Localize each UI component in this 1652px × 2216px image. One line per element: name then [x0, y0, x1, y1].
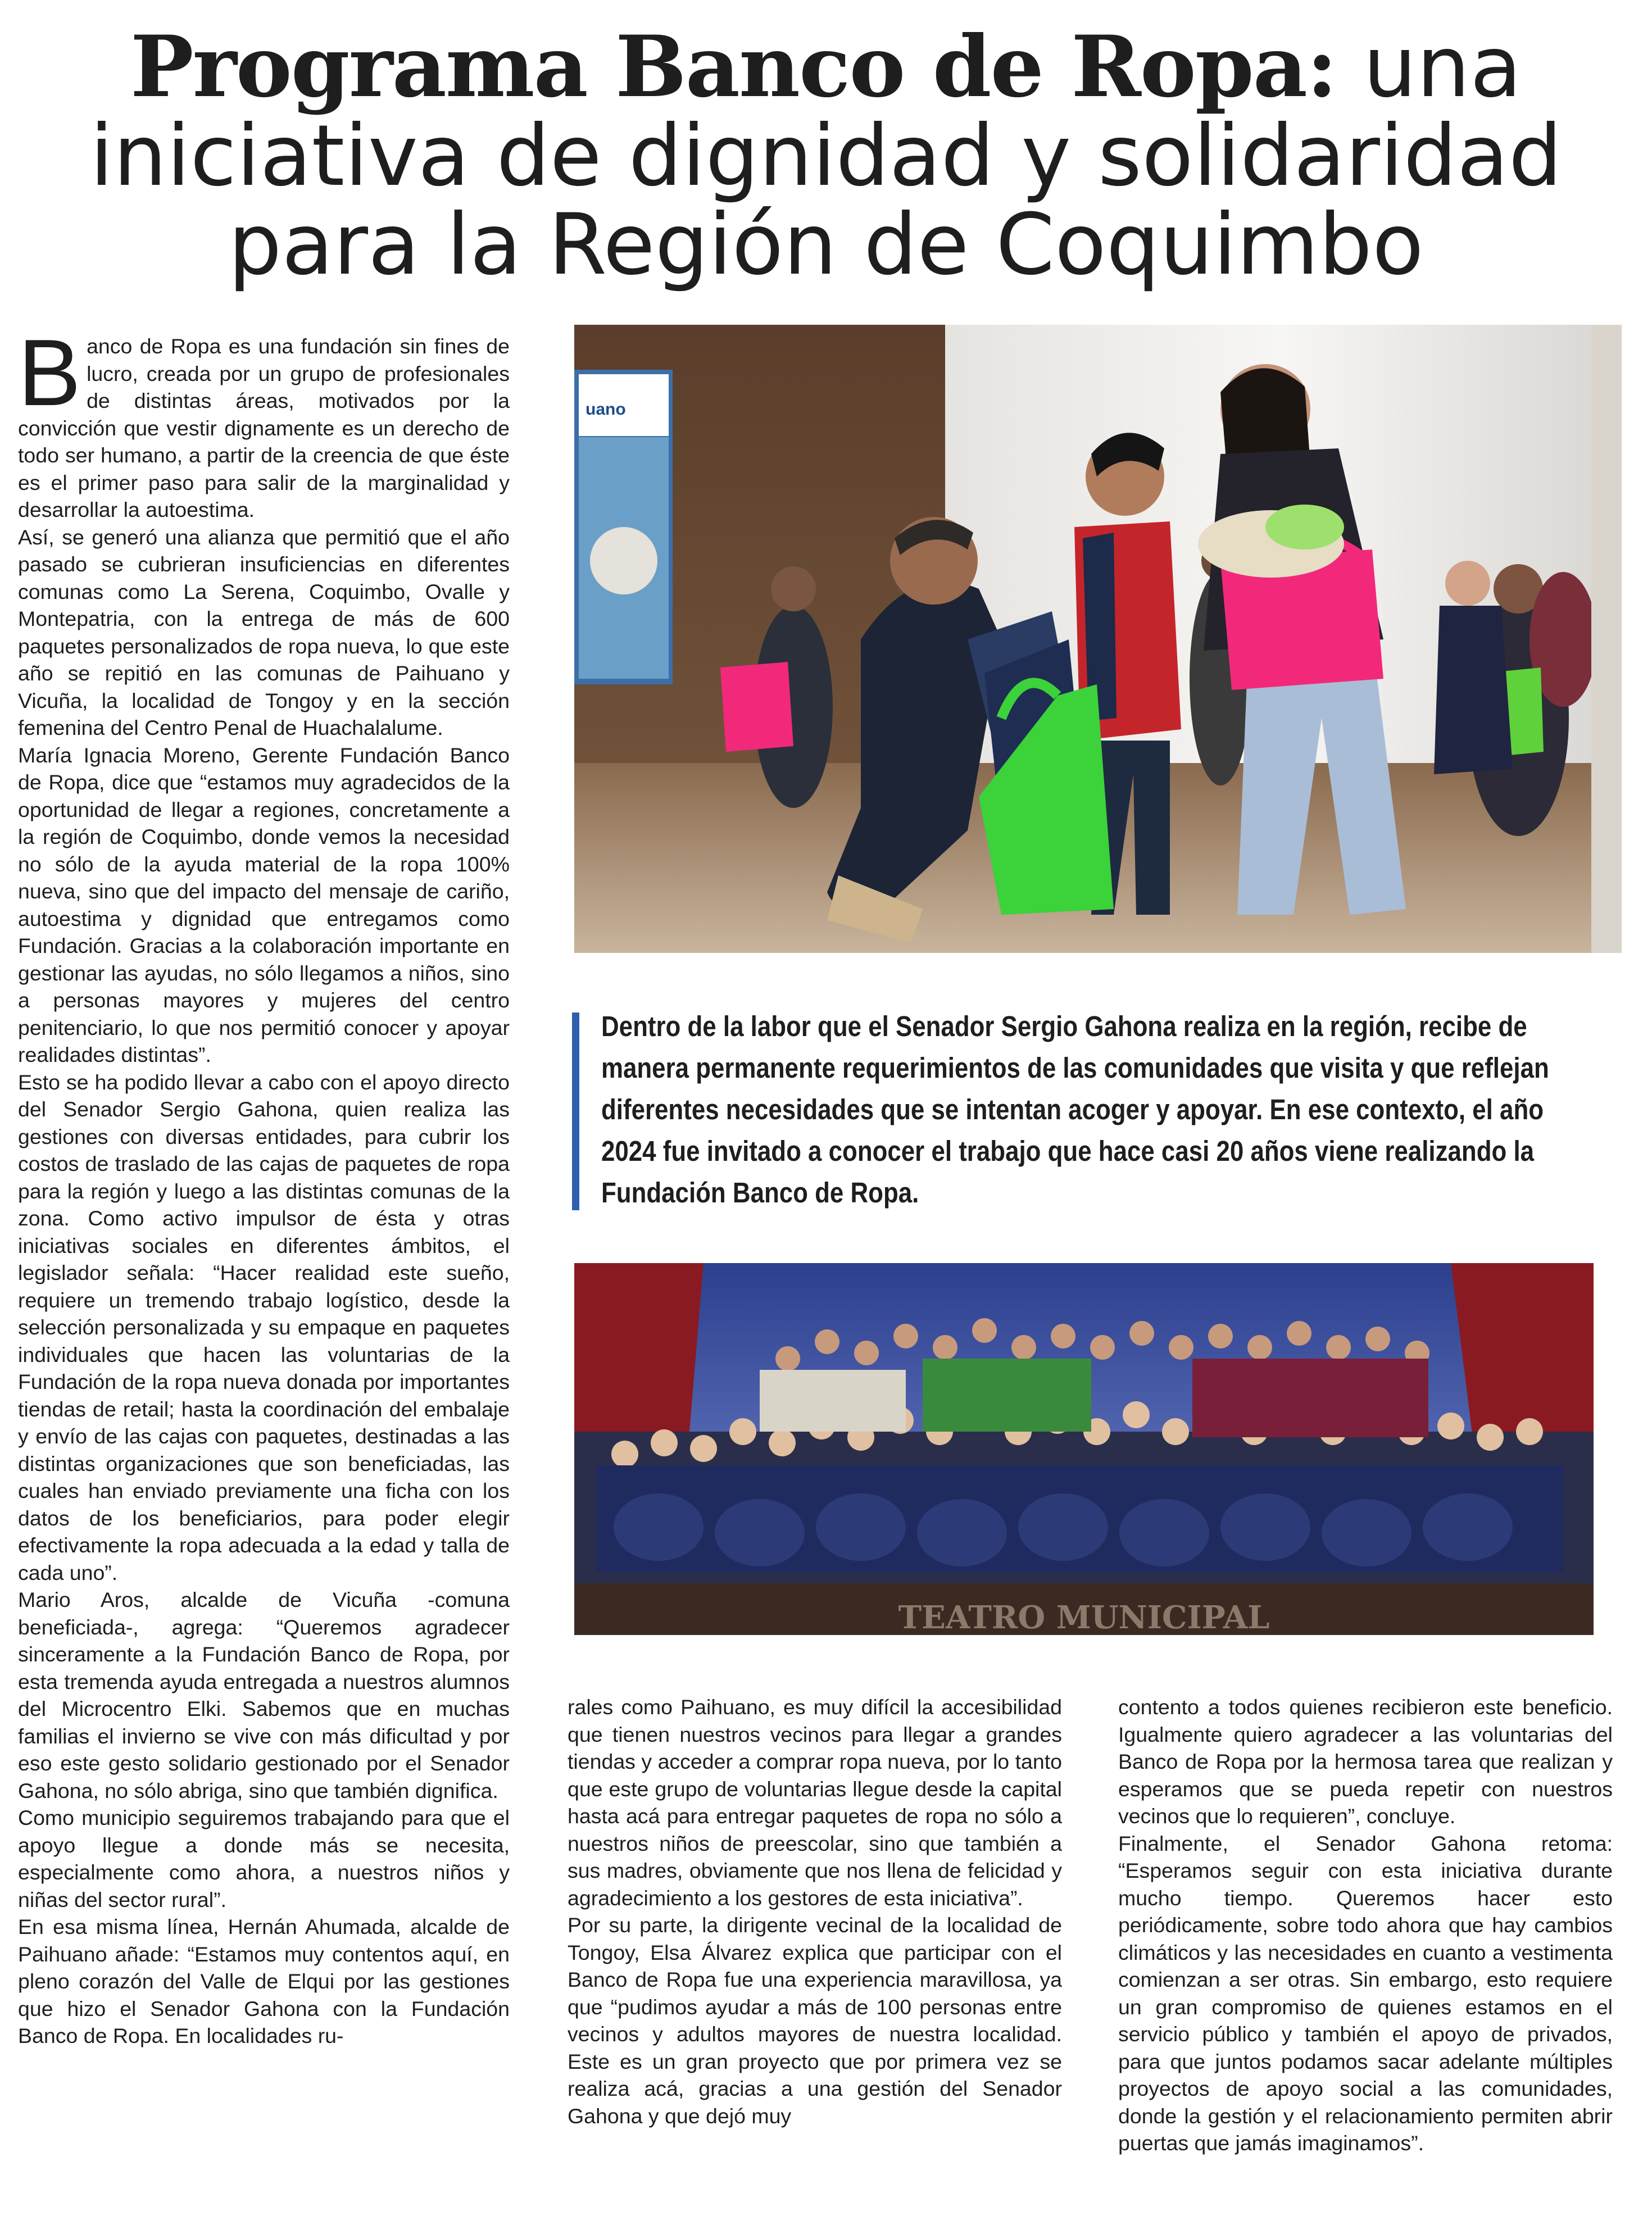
paragraph: anco de Ropa es una fundación sin fines de lucro, creada por un grupo de profesionales de distintas áreas, motivados por la convicción que vestir dignamente es un derecho de todo ser humano, a partir de la creencia de que éste es el primer paso para salir de la marginalidad y desarrollar la autoestima. — [18, 334, 510, 521]
paragraph: María Ignacia Moreno, Gerente Fundación Banco de Ropa, dice que “estamos muy agradecidos de la oportunidad de llegar a regiones, concretamente a la región de Coquimbo, donde vemos la necesidad no sólo de la ayuda material de la ropa 100% nueva, sino que del impacto del mensaje de cariño, autoestima y dignidad que entregamos como Fundación. Gracias a la colaboración importante en gestionar las ayudas, no sólo llegamos a niños, sino a personas mayores y mujeres del centro penitenciario, lo que nos permitió conocer y apoyar realidades distintas”. — [18, 743, 510, 1066]
article-title — [0, 17, 1652, 294]
pull-quote-text: Dentro de la labor que el Senador Sergio Gahona realiza en la región, recibe de manera permanente requerimientos de las comunidades que visita y que reflejan diferentes necesidades que se intentan acoger y apoyar. En ese contexto, el año 2024 fue invitado a conocer el trabajo que hace casi 20 años viene realizando la Fundación Banco de Ropa. — [601, 1010, 1549, 1209]
article-title-light: una iniciativa de dignidad y solidaridad para la Región de Coquimbo — [90, 19, 1562, 294]
paragraph: Así, se generó una alianza que permitió que el año pasado se cubrieran insuficiencias en diferentes comunas como La Serena, Coquimbo, Ovalle y Montepatria, con la entrega de más de 600 paquetes personalizados de ropa nueva, lo que este año se repitió en las comunas de Paihuano y Vicuña, la localidad de Tongoy y en la sección femenina del Centro Penal de Huachalalume. — [18, 525, 510, 739]
photo-clothing-delivery — [574, 325, 1622, 953]
drop-cap: B — [18, 320, 81, 425]
photo-clothing-delivery-image — [574, 325, 1622, 953]
paragraph: contento a todos quienes recibieron este beneficio. Igualmente quiero agradecer a las voluntarias del Banco de Ropa por la hermosa tarea que realizan y esperamos que se pueda repetir con nuestros vecinos que lo requieren”, concluye. — [1118, 1695, 1613, 1828]
stage-sign: TEATRO MUNICIPAL — [898, 1599, 1270, 1635]
paragraph: Por su parte, la dirigente vecinal de la localidad de Tongoy, Elsa Álvarez explica que participar con el Banco de Ropa fue una experiencia maravillosa, ya que “pudimos ayudar a más de 100 personas entre vecinos y adultos mayores de nuestra localidad. Este es un gran proyecto que por primera vez se realiza acá, gracias a una gestión del Senador Gahona y que dejó muy — [568, 1913, 1062, 2128]
article-column-left — [18, 320, 510, 2050]
article-title-bold: Programa Banco de Ropa: — [130, 17, 1337, 116]
paragraph: Esto se ha podido llevar a cabo con el apoyo directo del Senador Sergio Gahona, quien realiza las gestiones con diversas entidades, para cubrir los costos de traslado de las cajas de paquetes de ropa para la región y luego a las distintas comunas de la zona. Como activo impulsor de ésta y otras iniciativas sociales en diferentes ámbitos, el legislador señala: “Hacer realidad este sueño, requiere un tremendo trabajo logístico, desde la selección personalizada y su empaque en paquetes individuales que hacen las voluntarias de la Fundación de la ropa nueva donada por importantes tiendas de retail; hasta la coordinación del embalaje y envío de las cajas con paquetes, destinadas a las distintas organizaciones que son beneficiadas, las cuales han enviado previamente una ficha con los datos de los beneficiarios, para poder elegir efectivamente la ropa adecuada a la edad y talla de cada uno”. — [18, 1070, 510, 1584]
photo-group-stage — [574, 1263, 1594, 1635]
paragraph: rales como Paihuano, es muy difícil la accesibilidad que tienen nuestros vecinos para llegar a grandes tiendas y acceder a comprar ropa nueva, por lo tanto que este grupo de voluntarias llegue desde la capital hasta acá para entregar paquetes de ropa no sólo a nuestros niños de preescolar, sino que también a sus madres, obviamente que nos llena de felicidad y agradecimiento a los gestores de esta iniciativa”. — [568, 1695, 1062, 1910]
article-column-middle — [568, 1693, 1062, 2129]
pull-quote — [572, 1006, 1595, 1213]
paragraph: Finalmente, el Senador Gahona retoma: “Esperamos seguir con esta iniciativa durante mucho tiempo. Queremos hacer esto periódicamente, sobre todo ahora que hay cambios climáticos y las necesidades en cuanto a vestimenta comienzan a ser otras. Sin embargo, esto requiere un gran compromiso de quienes estamos en el servicio público y también el apoyo de privados, para que juntos podamos sacar adelante múltiples proyectos de apoyo social a las comunidades, donde la gestión y el relacionamiento permiten abrir puertas que jamás imaginamos”. — [1118, 1831, 1613, 2155]
paragraph: Como municipio seguiremos trabajando para que el apoyo llegue a donde más se necesita, especialmente como ahora, a nuestros niños y niñas del sector rural”. — [18, 1806, 510, 1911]
pull-quote-accent-bar — [572, 1012, 579, 1210]
article-column-right — [1118, 1693, 1613, 2157]
banner-text: uano — [586, 400, 626, 419]
paragraph: Mario Aros, alcalde de Vicuña -comuna beneficiada-, agrega: “Queremos agradecer sinceramente a la Fundación Banco de Ropa, por esta tremenda ayuda entregada a nuestros alumnos del Microcentro Elki. Sabemos que en muchas familias el invierno se vive con más dificultad y por eso este gesto solidario gestionado por el Senador Gahona, no sólo abriga, sino que también dignifica. — [18, 1588, 510, 1802]
photo-group-stage-image — [574, 1263, 1594, 1635]
paragraph: En esa misma línea, Hernán Ahumada, alcalde de Paihuano añade: “Estamos muy contentos aquí, en pleno corazón del Valle de Elqui por las gestiones que hizo el Senador Gahona con la Fundación Banco de Ropa. En localidades ru- — [18, 1915, 510, 2047]
